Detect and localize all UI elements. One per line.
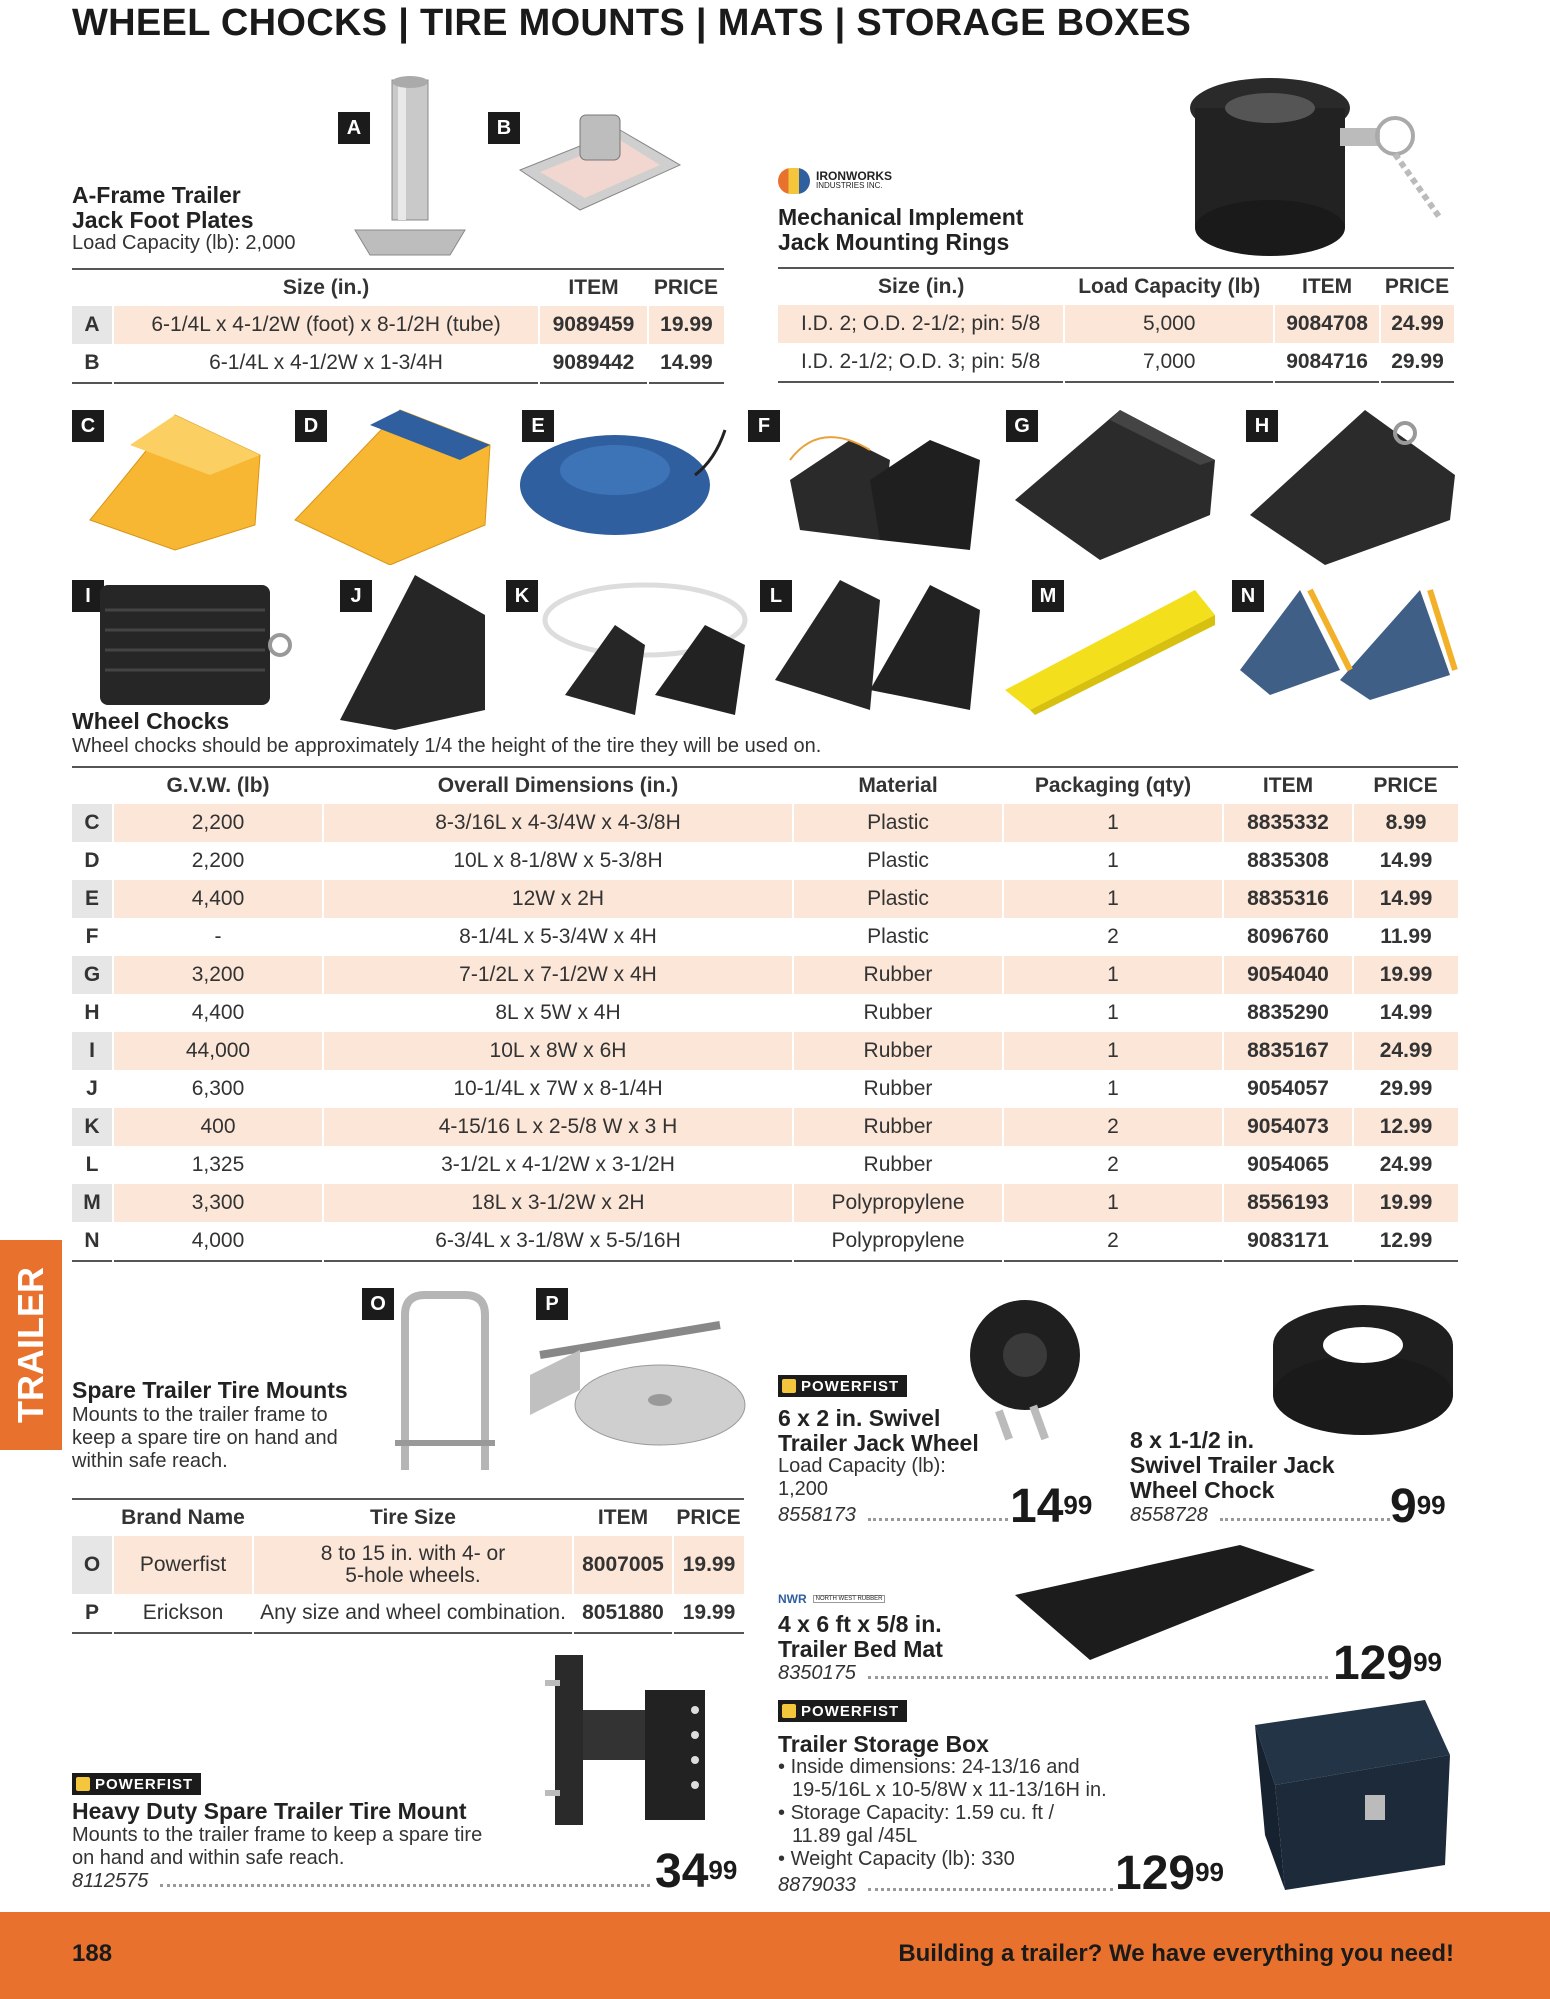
table-row: B 6-1/4L x 4-1/2W x 1-3/4H 9089442 14.99 xyxy=(72,344,724,383)
wheel-chocks-note: Wheel chocks should be approximately 1/4 the height of the tire they will be used on. xyxy=(72,735,822,757)
chock-image-h xyxy=(1245,405,1465,565)
jack-wheel-sku: 8558173 xyxy=(778,1504,856,1526)
table-row: H 4,400 8L x 5W x 4H Rubber 1 8835290 14.99 xyxy=(72,994,1458,1032)
jack-wheel-price: $14^{99}$ xyxy=(1010,1480,1093,1533)
storage-box-price: $129^{99}$ xyxy=(1115,1847,1225,1900)
heavy-mount-image xyxy=(545,1650,745,1830)
badge-g: G xyxy=(1006,410,1038,442)
mounting-ring-table: Size (in.) Load Capacity (lb) ITEM PRICE I.D. 2; O.D. 2-1/2; pin: 5/8 5,000 9084708 24.99 I.D. 2-1/2; O.D. 3; pin: 5/8 7,000 9084716 29.99 xyxy=(778,267,1454,383)
chock-image-f xyxy=(760,420,990,560)
bed-mat-sku: 8350175 xyxy=(778,1662,856,1684)
table-row: P Erickson Any size and wheel combination. 8051880 19.99 xyxy=(72,1594,744,1633)
table-row: L 1,325 3-1/2L x 4-1/2W x 3-1/2H Rubber 2 9054065 24.99 xyxy=(72,1146,1458,1184)
tire-mount-image-p xyxy=(520,1295,750,1455)
badge-e: E xyxy=(522,410,554,442)
page-number: 188 xyxy=(72,1940,113,1967)
heavy-mount-sku: 8112575 xyxy=(72,1870,149,1892)
bed-mat-image xyxy=(1010,1540,1320,1670)
wheel-chock-ring-image xyxy=(1268,1300,1458,1440)
badge-j: J xyxy=(340,580,372,612)
table-row: N 4,000 6-3/4L x 3-1/8W x 5-5/16H Polypropylene 2 9083171 12.99 xyxy=(72,1222,1458,1261)
badge-a: A xyxy=(338,112,370,144)
storage-box-sku: 8879033 xyxy=(778,1874,856,1896)
table-row: A 6-1/4L x 4-1/2W (foot) x 8-1/2H (tube) 9089459 19.99 xyxy=(72,306,724,344)
footer xyxy=(0,1912,1550,1999)
powerfist-logo: POWERFIST xyxy=(778,1375,907,1397)
badge-m: M xyxy=(1032,580,1064,612)
chock-image-n xyxy=(1230,580,1460,715)
chock-image-l xyxy=(770,570,990,720)
jack-foot-title-2: Jack Foot Plates xyxy=(72,207,254,233)
chock-image-k xyxy=(535,575,760,725)
footer-tagline: Building a trailer? We have everything you need! xyxy=(898,1940,1454,1967)
jack-foot-image-b xyxy=(510,110,690,220)
side-tab: TRAILER xyxy=(0,1240,62,1450)
mounting-ring-image xyxy=(1160,68,1460,258)
nwr-logo: NWR NORTH WEST RUBBER xyxy=(778,1592,885,1606)
table-row: O Powerfist 8 to 15 in. with 4- or 5-hole wheels. 8007005 19.99 xyxy=(72,1536,744,1594)
chock-image-d xyxy=(290,405,500,565)
page-title: WHEEL CHOCKS | TIRE MOUNTS | MATS | STORAGE BOXES xyxy=(72,2,1192,44)
badge-p: P xyxy=(536,1288,568,1320)
storage-box-image xyxy=(1245,1695,1460,1895)
badge-f: F xyxy=(748,410,780,442)
col-size: Size (in.) xyxy=(282,276,370,299)
table-row: C 2,200 8-3/16L x 4-3/4W x 4-3/8H Plastic 1 8835332 8.99 xyxy=(72,804,1458,842)
jack-foot-table xyxy=(72,268,724,384)
badge-k: K xyxy=(506,580,538,612)
chock-image-m xyxy=(1000,585,1220,715)
wheel-chock-price: $9^{99}$ xyxy=(1390,1480,1446,1533)
ironworks-logo: IRONWORKS INDUSTRIES INC. xyxy=(778,168,892,194)
wheel-chock-sku: 8558728 xyxy=(1130,1504,1208,1526)
chock-image-e xyxy=(515,420,735,540)
jack-foot-title-1: A-Frame Trailer xyxy=(72,182,241,208)
bed-mat-price: $129^{99}$ xyxy=(1333,1637,1443,1690)
jack-foot-capacity: Load Capacity (lb): 2,000 xyxy=(72,232,296,254)
powerfist-logo: POWERFIST xyxy=(72,1773,201,1795)
table-row: K 400 4-15/16 L x 2-5/8 W x 3 H Rubber 2 9054073 12.99 xyxy=(72,1108,1458,1146)
badge-d: D xyxy=(295,410,327,442)
badge-l: L xyxy=(760,580,792,612)
table-row: F - 8-1/4L x 5-3/4W x 4H Plastic 2 8096760 11.99 xyxy=(72,918,1458,956)
table-row: M 3,300 18L x 3-1/2W x 2H Polypropylene 1 8556193 19.99 xyxy=(72,1184,1458,1222)
chock-image-j xyxy=(335,570,495,730)
heavy-mount-price: $34^{99}$ xyxy=(655,1845,738,1898)
jack-foot-image-a xyxy=(350,70,470,260)
table-row: I 44,000 10L x 8W x 6H Rubber 1 8835167 24.99 xyxy=(72,1032,1458,1070)
storage-box-title: Trailer Storage Box xyxy=(778,1731,989,1757)
table-row: I.D. 2-1/2; O.D. 3; pin: 5/8 7,000 9084716 29.99 xyxy=(778,343,1454,382)
col-item: ITEM xyxy=(568,276,619,299)
badge-o: O xyxy=(362,1288,394,1320)
badge-c: C xyxy=(72,410,104,442)
table-row: J 6,300 10-1/4L x 7W x 8-1/4H Rubber 1 9054057 29.99 xyxy=(72,1070,1458,1108)
badge-h: H xyxy=(1246,410,1278,442)
badge-b: B xyxy=(488,112,520,144)
chock-image-g xyxy=(1010,405,1230,565)
spare-mounts-table: Brand Name Tire Size ITEM PRICE O Powerfist 8 to 15 in. with 4- or 5-hole wheels. 8007005 19.99 P Erickson Any size and wheel combination. 8051880 19.99 xyxy=(72,1498,744,1634)
powerfist-logo: POWERFIST xyxy=(778,1700,907,1722)
storage-box-features: • Inside dimensions: 24-13/16 and 19-5/16L x 10-5/8W x 11-13/16H in. • Storage Capacity: 1.59 cu. ft / 11.89 gal /45L • Weight Capacity (lb): 330 xyxy=(778,1756,1107,1871)
jack-wheel-image xyxy=(960,1300,1090,1450)
heavy-mount-title: Heavy Duty Spare Trailer Tire Mount xyxy=(72,1798,467,1824)
mounting-ring-title-1: Mechanical Implement xyxy=(778,204,1024,230)
wheel-chocks-title: Wheel Chocks xyxy=(72,708,230,734)
wheel-chocks-table: G.V.W. (lb) Overall Dimensions (in.) Material Packaging (qty) ITEM PRICE C 2,200 8-3/16L x 4-3/4W x 4-3/8H Plastic 1 8835332 8.99 D 2,200 10L x 8-1/8W x 5-3/8H Plastic 1 8835308 14.99 E 4,400 12W x 2H Plastic 1 8835316 14.99 F - 8-1/4L x 5-3/4W x 4H Plastic 2 8096760 11.99 G 3,200 7-1/2L x 7-1/2W x 4H Rubber 1 9054040 19.99 H 4,400 8L x 5W x 4H Rubber 1 8835290 14.99 I 44,000 10L x 8W x 6H Rubber 1 8835167 24.99 J 6,300 10-1/4L x 7W x 8-1/4H Rubber 1 9054057 29.99 K 400 4-15/16 L x 2-5/8 W x 3 H Rubber 2 9054073 12.99 L 1,325 3-1/2L x 4-1/2W x 3-1/2H Rubber 2 9054065 24.99 M 3,300 18L x 3-1/2W x 2H Polypropylene 1 8556193 19.99 N 4,000 6-3/4L x 3-1/8W x 5-5/16H Polypropylene 2 9083171 12.99 xyxy=(72,766,1458,1262)
badge-i: I xyxy=(72,580,104,612)
table-row: D 2,200 10L x 8-1/8W x 5-3/8H Plastic 1 8835308 14.99 xyxy=(72,842,1458,880)
col-price: PRICE xyxy=(653,276,719,299)
table-row: I.D. 2; O.D. 2-1/2; pin: 5/8 5,000 9084708 24.99 xyxy=(778,305,1454,343)
table-row: G 3,200 7-1/2L x 7-1/2W x 4H Rubber 1 9054040 19.99 xyxy=(72,956,1458,994)
badge-n: N xyxy=(1232,580,1264,612)
table-row: E 4,400 12W x 2H Plastic 1 8835316 14.99 xyxy=(72,880,1458,918)
mounting-ring-title-2: Jack Mounting Rings xyxy=(778,229,1010,255)
tire-mount-image-o xyxy=(390,1290,500,1480)
chock-image-i xyxy=(95,565,305,715)
spare-mounts-title: Spare Trailer Tire Mounts xyxy=(72,1377,348,1403)
chock-image-c xyxy=(80,405,280,555)
